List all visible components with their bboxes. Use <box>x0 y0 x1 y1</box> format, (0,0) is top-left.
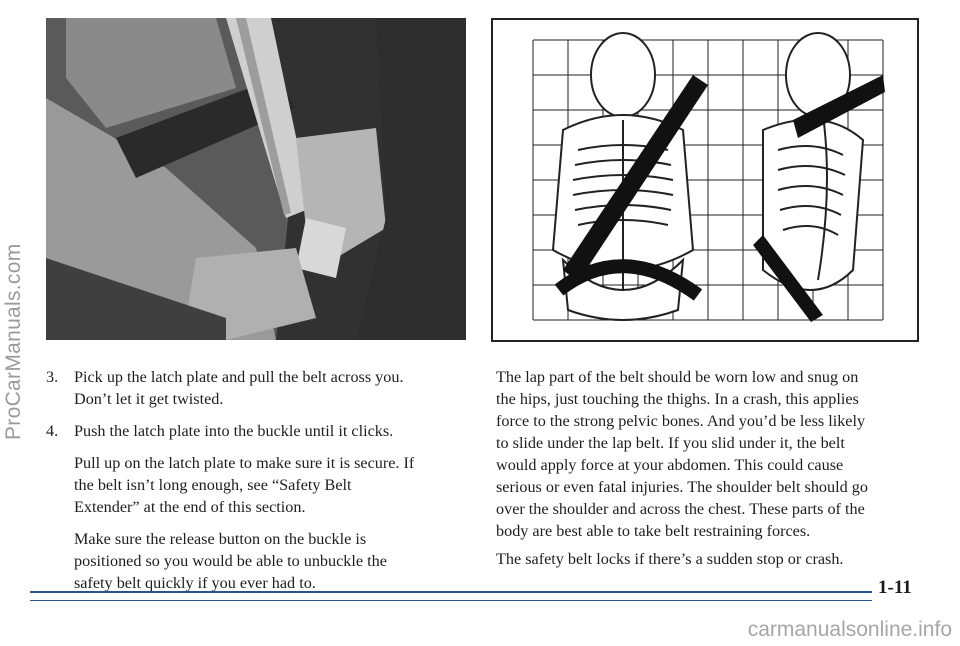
skeleton-illustration <box>493 20 917 340</box>
text-line: to slide under the lap belt. If you slid under it, the belt <box>496 434 845 452</box>
step-number: 4. <box>46 422 59 440</box>
seatbelt-buckle-photo <box>46 18 466 340</box>
lap-belt-paragraph <box>496 366 916 542</box>
text-line: positioned so you would be able to unbuckle the <box>74 552 387 570</box>
text-line: the belt isn’t long enough, see “Safety Belt <box>74 476 352 494</box>
left-text-column <box>46 366 466 594</box>
step-3 <box>46 366 466 410</box>
step-number: 3. <box>46 368 59 386</box>
page-number: 1-11 <box>878 577 912 598</box>
text-line: Make sure the release button on the buckle is <box>74 530 367 548</box>
belt-locks-paragraph <box>496 548 916 570</box>
release-button-paragraph <box>46 528 466 594</box>
text-line: body are best able to take belt restraining forces. <box>496 522 811 540</box>
step-4 <box>46 420 466 442</box>
side-watermark-text: ProCarManuals.com <box>2 243 25 440</box>
latch-check-paragraph <box>46 452 466 518</box>
text-line: The lap part of the belt should be worn low and snug on <box>496 368 859 386</box>
step-text <box>74 420 466 442</box>
text-line: Pick up the latch plate and pull the belt across you. <box>74 368 404 386</box>
bottom-watermark: carmanualsonline.info <box>747 618 952 641</box>
footer-rule <box>30 591 872 601</box>
text-line: Don’t let it get twisted. <box>74 390 224 408</box>
text-line: Extender” at the end of this section. <box>74 498 306 516</box>
text-line: serious or even fatal injuries. The shoulder belt should go <box>496 478 868 496</box>
text-line: force to the strong pelvic bones. And you’d be less likely <box>496 412 866 430</box>
text-line: The safety belt locks if there’s a sudden stop or crash. <box>496 550 844 568</box>
text-line: over the shoulder and across the chest. These parts of the <box>496 500 865 518</box>
skeleton-belt-diagram <box>491 18 919 342</box>
photo-illustration <box>46 18 466 340</box>
text-line: Push the latch plate into the buckle until it clicks. <box>74 422 394 440</box>
step-text <box>74 366 466 410</box>
text-line: Pull up on the latch plate to make sure it is secure. If <box>74 454 415 472</box>
text-line: the hips, just touching the thighs. In a crash, this applies <box>496 390 859 408</box>
text-line: safety belt quickly if you ever had to. <box>74 574 316 592</box>
text-line: would apply force at your abdomen. This could cause <box>496 456 844 474</box>
right-text-column <box>496 366 916 570</box>
